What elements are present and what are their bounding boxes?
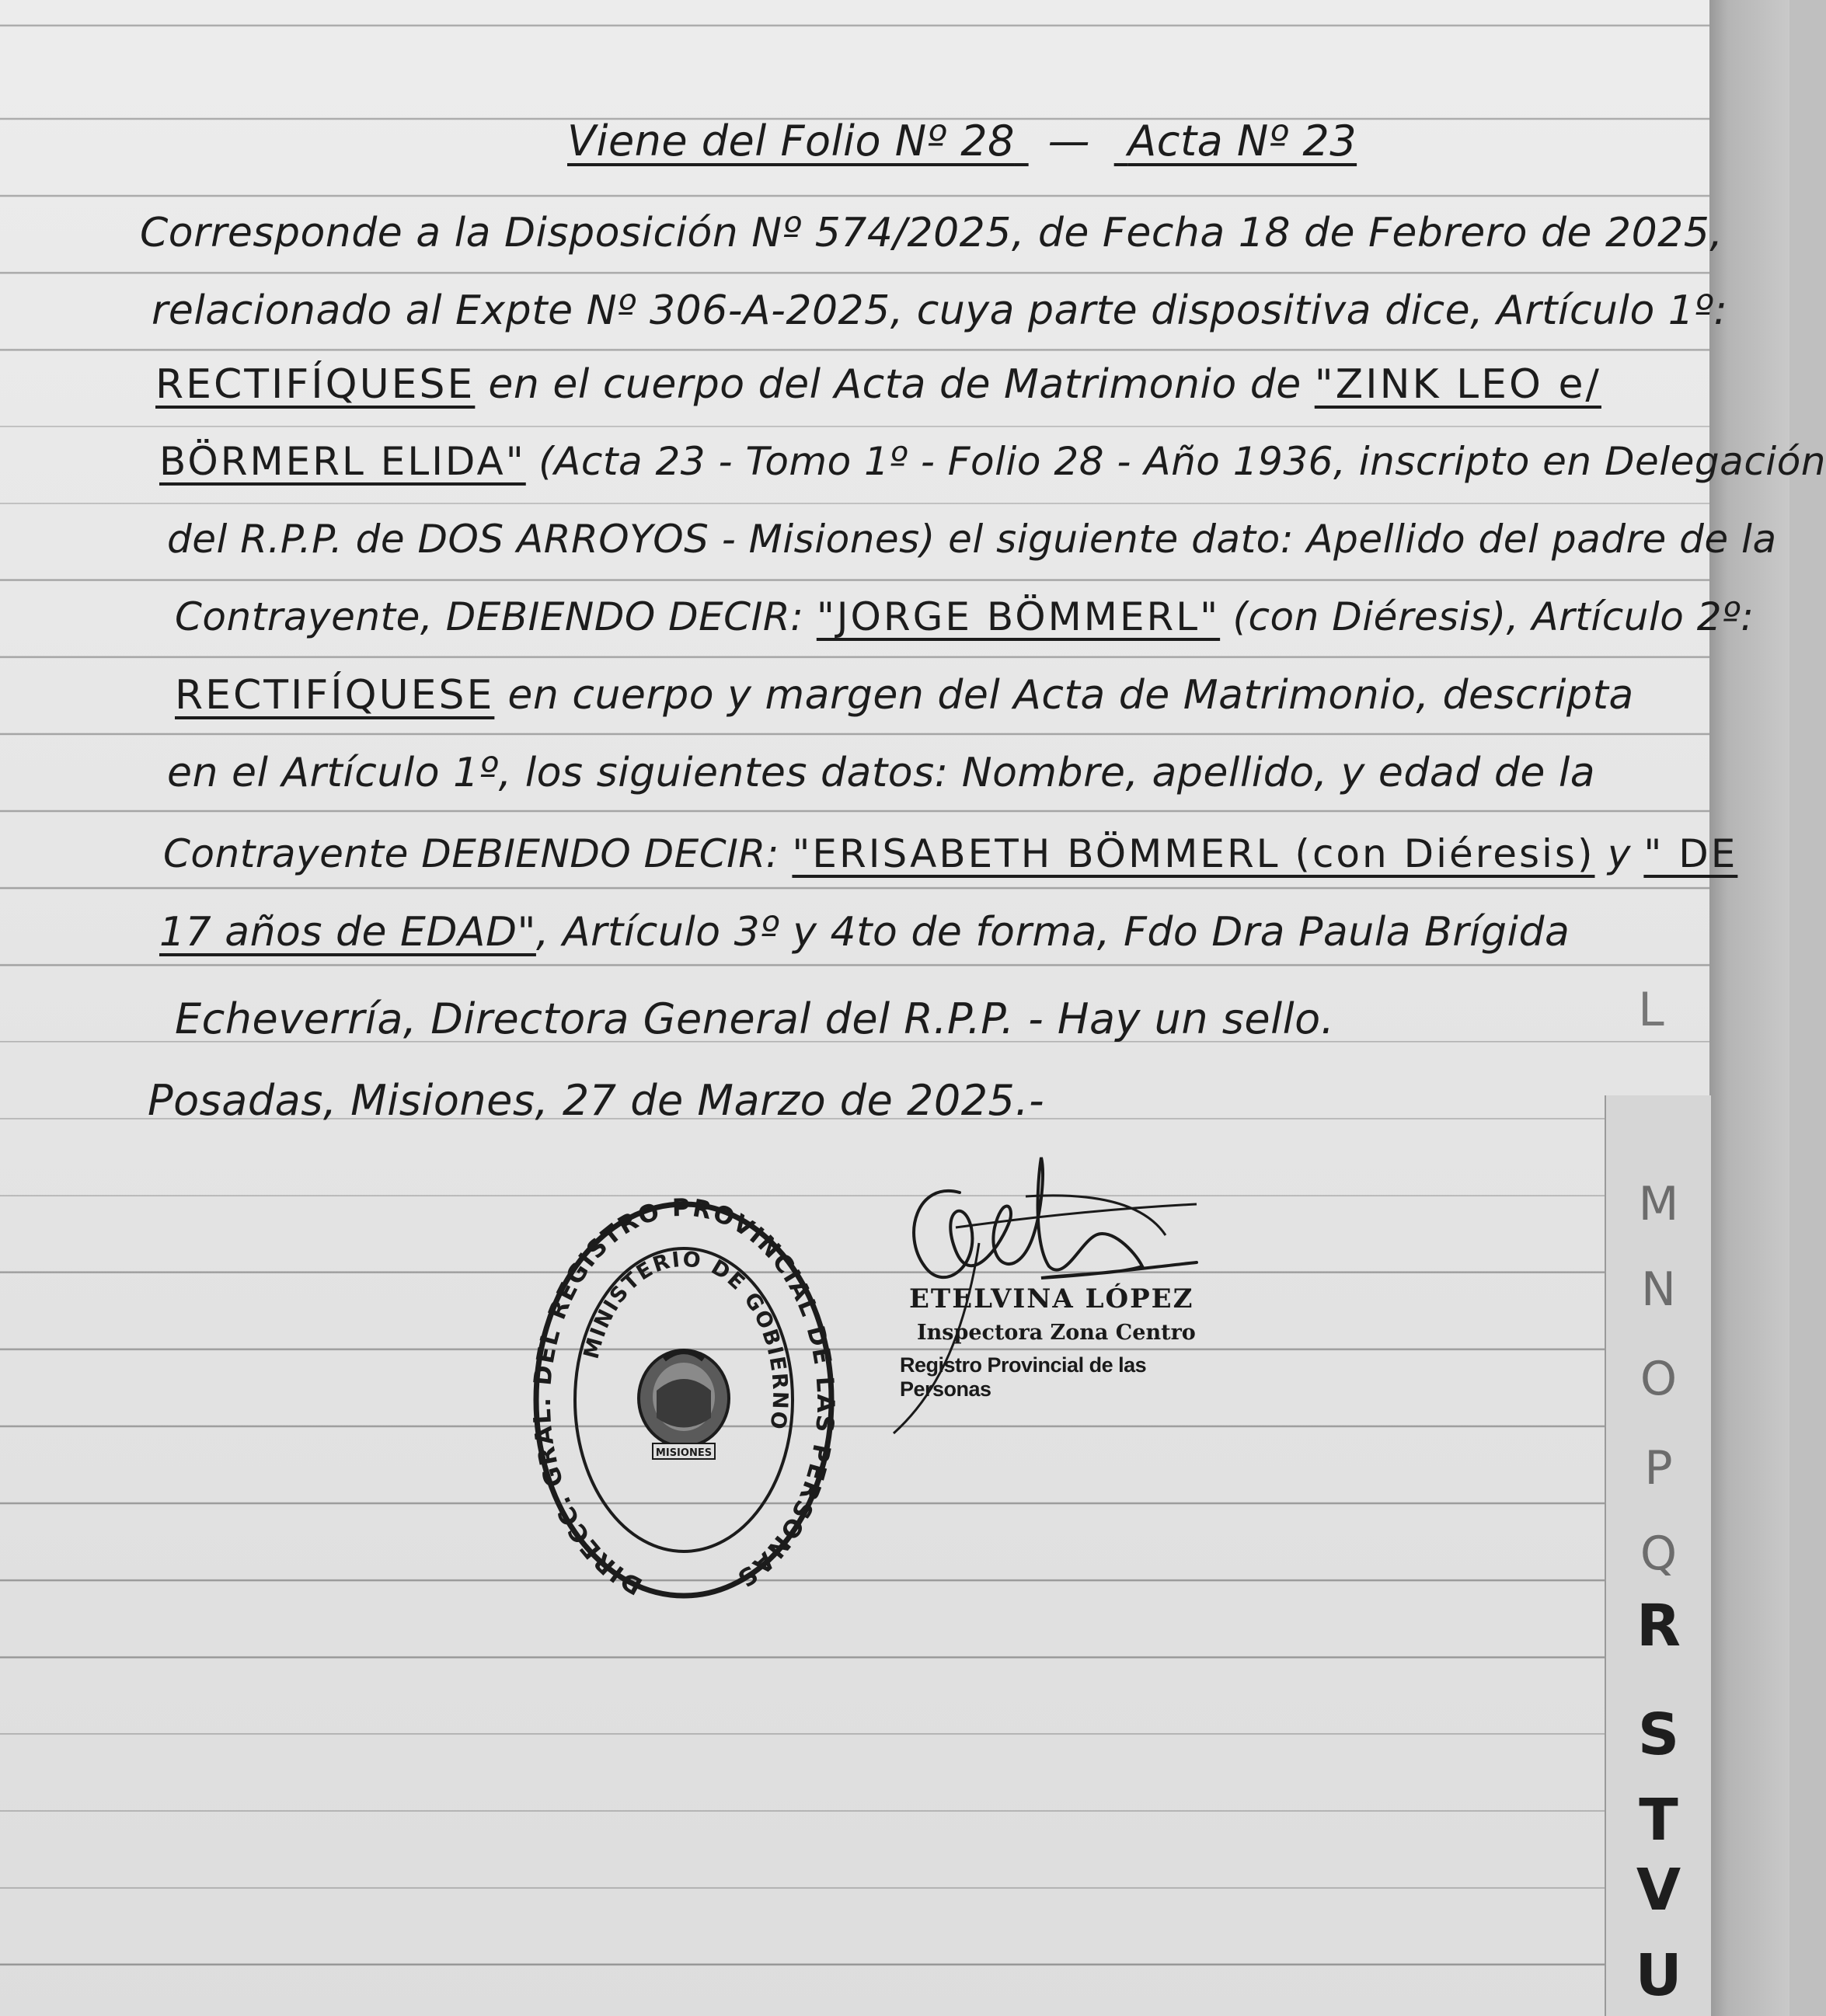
acta-reference: Acta Nº 23 (1127, 117, 1357, 165)
alphabet-index-strip (1605, 1095, 1711, 2016)
text-line (167, 750, 1595, 796)
underlined-phrase: "ZINK LEO e/ (1314, 361, 1601, 408)
seal-outer-text: DIRECC. GRAL. DEL REGISTRO PROVINCIAL DE LAS PERSONAS (528, 1196, 839, 1600)
index-tab-L: L (1638, 983, 1664, 1037)
index-tab-S: S (1637, 1701, 1680, 1768)
text-segment: y (1594, 831, 1644, 876)
underlined-phrase: "JORGE BÖMMERL" (816, 594, 1221, 639)
underlined-phrase: " DE (1643, 831, 1738, 876)
underlined-phrase: 17 años de EDAD" (159, 909, 536, 956)
text-line (159, 439, 1826, 484)
text-line (163, 831, 1737, 876)
index-tab-T: T (1639, 1787, 1678, 1854)
underlined-phrase: BÖRMERL ELIDA" (159, 439, 526, 484)
index-tab-O: O (1640, 1352, 1678, 1406)
folio-header (567, 117, 1357, 165)
text-segment: Corresponde a la Disposición Nº 574/2025, de Fecha 18 de Febrero de 2025, (140, 210, 1723, 256)
text-segment: (Acta 23 - Tomo 1º - Folio 28 - Año 1936, inscripto en Delegación (525, 439, 1826, 484)
index-tab-U: U (1635, 1942, 1682, 2009)
index-tab-R: R (1636, 1593, 1681, 1659)
official-seal (528, 1196, 839, 1600)
provincial-emblem-icon (639, 1350, 729, 1459)
seal-inner-text: MINISTERIO DE GOBIERNO (579, 1247, 793, 1433)
index-tab-N: N (1641, 1262, 1676, 1317)
signatory-organization: Registro Provincial de las Personas (900, 1353, 1147, 1401)
text-line (159, 909, 1570, 956)
text-segment: Posadas, Misiones, 27 de Marzo de 2025.- (148, 1076, 1045, 1125)
signatory-name: ETELVINA LÓPEZ (909, 1283, 1194, 1314)
index-tab-M: M (1638, 1177, 1679, 1231)
text-line (175, 672, 1634, 719)
index-tab-V: V (1636, 1857, 1681, 1924)
text-line (152, 287, 1727, 334)
underlined-phrase: RECTIFÍQUESE (155, 361, 476, 408)
index-tab-P: P (1644, 1441, 1673, 1495)
text-segment: Contrayente DEBIENDO DECIR: (163, 831, 793, 876)
folio-reference: Viene del Folio Nº 28 (567, 117, 1015, 165)
text-segment: relacionado al Expte Nº 306-A-2025, cuya parte dispositiva dice, Artículo 1º: (152, 287, 1728, 334)
text-line (175, 994, 1334, 1043)
text-line (155, 361, 1601, 408)
text-line (167, 517, 1777, 562)
emblem-label: MISIONES (655, 1447, 713, 1459)
underlined-phrase: "ERISABETH BÖMMERL (con Diéresis) (792, 831, 1595, 876)
text-segment: Echeverría, Directora General del R.P.P. - Hay un sello. (175, 994, 1335, 1043)
text-segment: del R.P.P. de DOS ARROYOS - Misiones) el siguiente dato: Apellido del padre de la (167, 517, 1777, 562)
text-segment: en cuerpo y margen del Acta de Matrimonio, descripta (494, 672, 1634, 719)
text-segment: en el Artículo 1º, los siguientes datos: Nombre, apellido, y edad de la (167, 750, 1596, 796)
text-segment: (con Diéresis), Artículo 2º: (1220, 594, 1755, 639)
text-line (148, 1076, 1044, 1125)
underlined-phrase: RECTIFÍQUESE (175, 672, 495, 719)
signatory-role: Inspectora Zona Centro (917, 1321, 1196, 1345)
header-separator: — (1047, 117, 1091, 165)
text-segment: Contrayente, DEBIENDO DECIR: (175, 594, 817, 639)
text-line (175, 594, 1755, 639)
signature-block (886, 1150, 1228, 1445)
text-line (140, 210, 1723, 256)
text-segment: , Artículo 3º y 4to de forma, Fdo Dra Paula Brígida (535, 909, 1570, 956)
index-tab-Q: Q (1640, 1527, 1678, 1581)
text-segment: en el cuerpo del Acta de Matrimonio de (475, 361, 1315, 408)
